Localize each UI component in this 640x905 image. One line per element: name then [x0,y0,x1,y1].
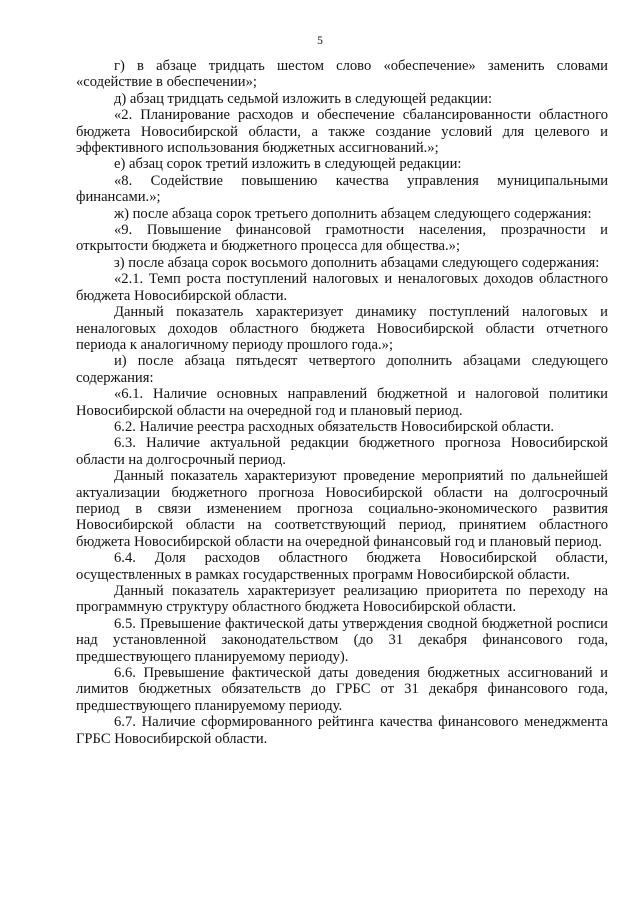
paragraph: 6.2. Наличие реестра расходных обязательств Новосибирской области. [114,418,555,435]
paragraph: «8. Содействие повышению качества управления муниципальными финансами.»; [76,172,608,206]
paragraph: г) в абзаце тридцать шестом слово «обеспечение» заменить словами «содействие в обеспечении»; [76,58,608,91]
paragraph: з) после абзаца сорок восьмого дополнить абзацами следующего содержания: [114,254,600,271]
paragraph: Данный показатель характеризует реализацию приоритета по переходу на программную структуру областного бюджета Новосибирской области. [76,583,608,616]
paragraph: д) абзац тридцать седьмой изложить в следующей редакции: [114,90,493,107]
page-number: 5 [317,35,323,47]
paragraph: «2.1. Темп роста поступлений налоговых и неналоговых доходов областного бюджета Новосибирской области. [76,271,608,304]
paragraph: е) абзац сорок третий изложить в следующей редакции: [114,156,462,173]
paragraph: 6.5. Превышение фактической даты утверждения сводной бюджетной росписи над установленной законодательством (до 31 декабря финансового года, предшествующего планируемому периоду). [76,615,608,665]
paragraph: 6.7. Наличие сформированного рейтинга качества финансового менеджмента ГРБС Новосибирской области. [76,714,608,747]
paragraph: Данный показатель характеризует динамику поступлений налоговых и неналоговых доходов областного бюджета Новосибирской области отчетного периода к аналогичному периоду прошлого года.»; [76,304,608,353]
document-body [76,58,608,747]
paragraph: 6.3. Наличие актуальной редакции бюджетного прогноза Новосибирской области на долгосрочный период. [76,435,608,468]
paragraph: «6.1. Наличие основных направлений бюджетной и налоговой политики Новосибирской области на очередной год и плановый период. [76,386,608,419]
paragraph: ж) после абзаца сорок третьего дополнить абзацем следующего содержания: [114,205,592,222]
paragraph: 6.6. Превышение фактической даты доведения бюджетных ассигнований и лимитов бюджетных обязательств до ГРБС от 31 декабря финансового года, предшествующего планируемому периоду. [76,665,608,714]
paragraph: и) после абзаца пятьдесят четвертого дополнить абзацами следующего содержания: [76,353,608,386]
paragraph: Данный показатель характеризуют проведение мероприятий по дальнейшей актуализации бюджетного прогноза Новосибирской области на долгосрочный период в связи изменением прогноза социально-экономического развития Новосибирской области на соответствующий период, принятием областного бюджета Новосибирской области на очередной финансовый год и плановый период. [76,468,608,550]
paragraph: 6.4. Доля расходов областного бюджета Новосибирской области, осуществленных в рамках государственных программ Новосибирской области. [76,550,608,583]
paragraph: «9. Повышение финансовой грамотности населения, прозрачности и открытости бюджета и бюджетного процесса для общества.»; [76,222,608,255]
paragraph: «2. Планирование расходов и обеспечение сбалансированности областного бюджета Новосибирской области, а также создание условий для целевого и эффективного использования бюджетных ассигнований.»; [76,107,608,157]
